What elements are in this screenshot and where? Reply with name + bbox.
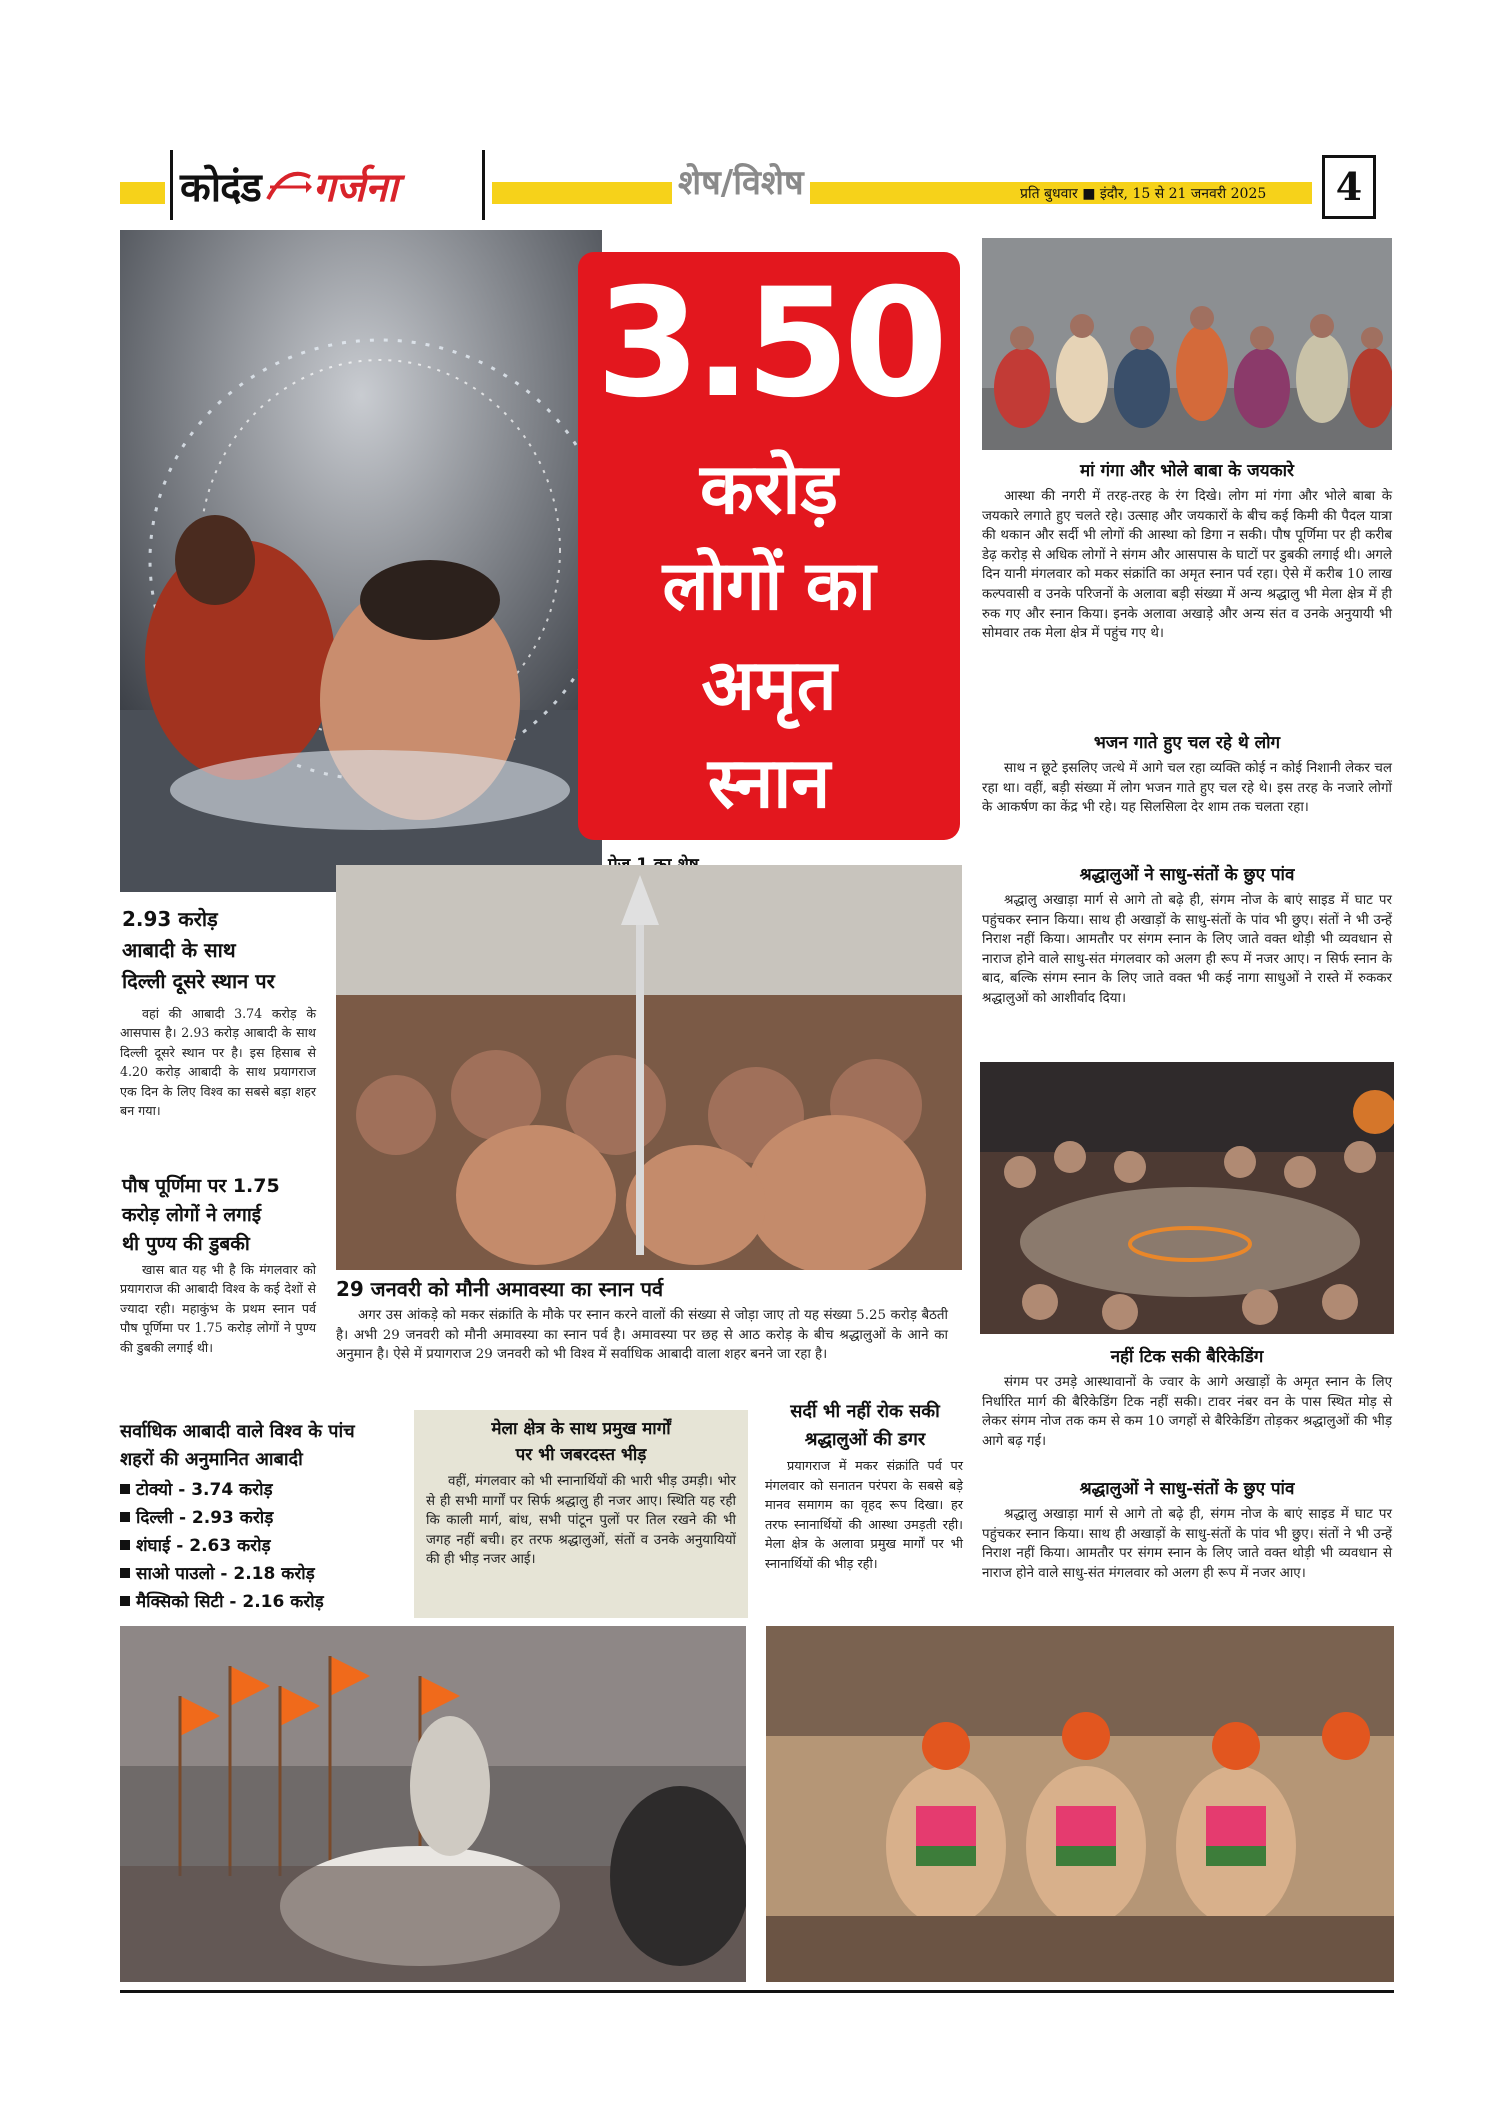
header-divider-right [482, 150, 485, 220]
right-story4-text: संगम पर उमड़े आस्थावानों के ज्वार के आगे अखाड़ों के अमृत स्नान के लिए निर्धारित मार्ग की बैरिकेडिंग टिक नहीं सकी। टावर नंबर वन के पास स्थित मोड़ से लेकर संगम नोज तक कम से कम 10 जगहों से बैरिकेडिंग तोड़कर श्रद्धालुओं की भीड़ आगे बढ़ गई। [982, 1375, 1392, 1449]
photo-pilgrims-sitting [982, 238, 1392, 450]
dateline: प्रति बुधवार ■ इंदौर, 15 से 21 जनवरी 2025 [1020, 186, 1267, 202]
population-heading [120, 1418, 420, 1474]
right-story3-body [982, 891, 1392, 1009]
headline-box [578, 252, 960, 840]
left-story2-heading-l2: करोड़ लोगों ने लगाई [122, 1204, 262, 1226]
cold-story-body [765, 1457, 963, 1575]
headline-line3: अमृत [701, 644, 837, 726]
left-story2-heading-l3: थी पुण्य की डुबकी [122, 1233, 250, 1255]
header-bar-left [120, 182, 165, 204]
right-story5-heading: श्रद्धालुओं ने साधु-संतों के छुए पांव [1079, 1479, 1295, 1499]
headline-line4: स्नान [707, 742, 831, 824]
list-item-text: शंघाई - 2.63 करोड़ [136, 1536, 271, 1556]
left-story2-text: खास बात यह भी है कि मंगलवार को प्रयागराज की आबादी विश्व के कई देशों से ज्यादा रही। महाकुंभ के प्रथम स्नान पर्व पौष पूर्णिमा पर 1.75 करोड़ लोगों ने पुण्य की डुबकी लगाई थी। [120, 1262, 316, 1355]
right-story1-body [982, 487, 1392, 644]
cold-story-heading [760, 1398, 970, 1454]
list-item-text: साओ पाउलो - 2.18 करोड़ [136, 1564, 315, 1584]
headline-number: 3.50 [595, 257, 943, 431]
bullet-square-icon [120, 1512, 130, 1522]
right-story1-heading: मां गंगा और भोले बाबा के जयकारे [1079, 461, 1294, 481]
left-story1-body [120, 1004, 316, 1120]
bullet-square-icon [120, 1596, 130, 1606]
list-item-text: टोक्यो - 3.74 करोड़ [136, 1480, 273, 1500]
right-story4-body [982, 1373, 1392, 1451]
photo-naga-sadhus-dancing [980, 1062, 1394, 1334]
left-story1-heading [122, 904, 332, 997]
list-item [120, 1588, 410, 1616]
header-divider-left [170, 150, 173, 220]
cold-story-text: प्रयागराज में मकर संक्रांति पर्व पर मंगलवार को सनातन परंपरा के सबसे बड़े मानव समागम का वृहद रूप दिखा। हर तरफ स्नानार्थियों की आस्था उमड़ती रही। मेला क्षेत्र के अलावा प्रमुख मार्गों पर भी स्नानार्थियों की भीड़ रही। [765, 1459, 963, 1572]
section-title: शेष/विशेष [672, 158, 810, 204]
left-story1-heading-l1: 2.93 करोड़ [122, 907, 218, 931]
photo-camel-procession [766, 1626, 1394, 1982]
headline-line2: लोगों का [662, 547, 876, 626]
population-list [120, 1476, 410, 1616]
headline-line1: करोड़ [700, 448, 838, 530]
mela-heading-l2: पर भी जबरदस्त भीड़ [515, 1445, 647, 1465]
bottom-rule [120, 1990, 1394, 1993]
cold-story-heading-l1: सर्दी भी नहीं रोक सकी [790, 1401, 940, 1422]
list-item [120, 1532, 410, 1560]
center-story-heading: 29 जनवरी को मौनी अमावस्या का स्नान पर्व [336, 1277, 664, 1301]
right-story2-text: साथ न छूटे इसलिए जत्थे में आगे चल रहा व्यक्ति कोई न कोई निशानी लेकर चल रहा था। वहीं, बड़ी संख्या में लोग भजन गाते हुए चल रहे थे। इस तरह के नजारे लोगों के आकर्षण का केंद्र भी रहे। यह सिलसिला देर शाम तक चलता रहा। [982, 761, 1392, 816]
center-story-text: अगर उस आंकड़े को मकर संक्रांति के मौके पर स्नान करने वालों की संख्या से जोड़ा जाए तो यह संख्या 5.25 करोड़ बैठती है। अभी 29 जनवरी को मौनी अमावस्या का स्नान पर्व है। अमावस्या पर छह से आठ करोड़ के बीच श्रद्धालुओं के आने का अनुमान है। ऐसे में प्रयागराज 29 जनवरी को भी विश्व में सर्वाधिक आबादी वाला शहर बनने जा रहा है। [336, 1308, 948, 1363]
page-number [1322, 155, 1376, 219]
right-story3-text: श्रद्धालु अखाड़ा मार्ग से आगे तो बढ़े ही, संगम नोज के बाएं साइड में घाट पर पहुंचकर स्नान किया। साथ ही अखाड़ों के साधु-संतों के पांव भी छुए। संतों ने भी उन्हें निराश नहीं किया। आमतौर पर संगम स्नान के लिए जाते वक्त थोड़ी भी व्यवधान से नाराज होने वाले साधु-संत मंगलवार को अलग ही रूप में नजर आए। न सिर्फ स्नान के बाद, बल्कि संगम स्नान के लिए जाते वक्त भी कई नागा साधुओं ने रास्ते में रुककर श्रद्धालुओं को आशीर्वाद दिया। [982, 893, 1392, 1006]
page-number-text: 4 [1335, 164, 1363, 209]
right-story2-heading: भजन गाते हुए चल रहे थे लोग [1093, 733, 1281, 753]
right-story3-heading: श्रद्धालुओं ने साधु-संतों के छुए पांव [1079, 865, 1295, 885]
bullet-square-icon [120, 1540, 130, 1550]
left-story2-body [120, 1260, 316, 1357]
mela-body [426, 1472, 736, 1570]
mela-box [414, 1410, 748, 1618]
cold-story-heading-l2: श्रद्धालुओं की डगर [804, 1429, 926, 1450]
left-story1-heading-l2: आबादी के साथ [122, 938, 236, 962]
logo-part2: गर्जना [312, 165, 398, 211]
right-story4-heading: नहीं टिक सकी बैरिकेडिंग [1110, 1347, 1264, 1367]
logo-part1: कोदंड [180, 165, 261, 211]
photo-naga-sadhus-trident [336, 865, 962, 1270]
list-item [120, 1504, 410, 1532]
bullet-square-icon [120, 1484, 130, 1494]
left-story2-heading-l1: पौष पूर्णिमा पर 1.75 [122, 1175, 280, 1197]
population-heading-l2: शहरों की अनुमानित आबादी [120, 1449, 303, 1470]
masthead-logo [180, 158, 480, 218]
right-story5-body [982, 1505, 1392, 1583]
mela-heading-l1: मेला क्षेत्र के साथ प्रमुख मार्गों [491, 1419, 671, 1439]
list-item [120, 1560, 410, 1588]
left-story2-heading [122, 1172, 332, 1259]
left-story1-heading-l3: दिल्ली दूसरे स्थान पर [122, 969, 275, 993]
left-story1-text: वहां की आबादी 3.74 करोड़ के आसपास है। 2.93 करोड़ आबादी के साथ दिल्ली दूसरे स्थान पर है। इस हिसाब से 4.20 करोड़ आबादी के साथ प्रयागराज एक दिन के लिए विश्व का सबसे बड़ा शहर बन गया। [120, 1006, 316, 1119]
list-item [120, 1476, 410, 1504]
list-item-text: मैक्सिको सिटी - 2.16 करोड़ [136, 1592, 324, 1612]
bow-icon [266, 169, 312, 203]
mela-text: वहीं, मंगलवार को भी स्नानार्थियों की भारी भीड़ उमड़ी। भोर से ही सभी मार्गों पर सिर्फ श्रद्धालु ही नजर आए। स्थिति यह रही कि काली मार्ग, बांध, सभी पांटून पुलों पर तिल रखने की भी जगह नहीं बची। हर तरफ श्रद्धालुओं, संतों व उनके अनुयायियों की ही भीड़ नजर आई। [426, 1474, 736, 1568]
population-heading-l1: सर्वाधिक आबादी वाले विश्व के पांच [120, 1421, 355, 1442]
right-story1-text: आस्था की नगरी में तरह-तरह के रंग दिखे। लोग मां गंगा और भोले बाबा के जयकारे लगाते हुए चलते रहे। उत्साह और जयकारों के बीच कई किमी की पैदल यात्रा की थकान और सर्दी भी लोगों की आस्था को डिगा न सकी। पौष पूर्णिमा पर ही करीब डेढ़ करोड़ से अधिक लोगों ने संगम और आसपास के घाटों पर डुबकी लगाई थी। अगले दिन यानी मंगलवार को मकर संक्रांति का अमृत स्नान पर्व रहा। ऐसे में करीब 10 लाख कल्पवासी व उनके परिजनों के अलावा बड़ी संख्या में अन्य श्रद्धालु भी मेला क्षेत्र में ही रुक गए और स्नान किया। इनके अलावा अखाड़े और अन्य संत व उनके अनुयायी भी सोमवार तक मेला क्षेत्र में पहुंच गए थे। [982, 489, 1392, 642]
mela-heading [414, 1416, 748, 1468]
bullet-square-icon [120, 1568, 130, 1578]
photo-saffron-procession [120, 1626, 746, 1982]
photo-sadhu-bathing [120, 230, 602, 892]
list-item-text: दिल्ली - 2.93 करोड़ [136, 1508, 274, 1528]
center-story-body [336, 1306, 948, 1365]
right-story5-text: श्रद्धालु अखाड़ा मार्ग से आगे तो बढ़े ही, संगम नोज के बाएं साइड में घाट पर पहुंचकर स्नान किया। साथ ही अखाड़ों के साधु-संतों के पांव भी छुए। संतों ने भी उन्हें निराश नहीं किया। आमतौर पर संगम स्नान के लिए जाते वक्त थोड़ी भी व्यवधान से नाराज होने वाले साधु-संत मंगलवार को अलग ही रूप में नजर आए। [982, 1507, 1392, 1581]
right-story2-body [982, 759, 1392, 818]
